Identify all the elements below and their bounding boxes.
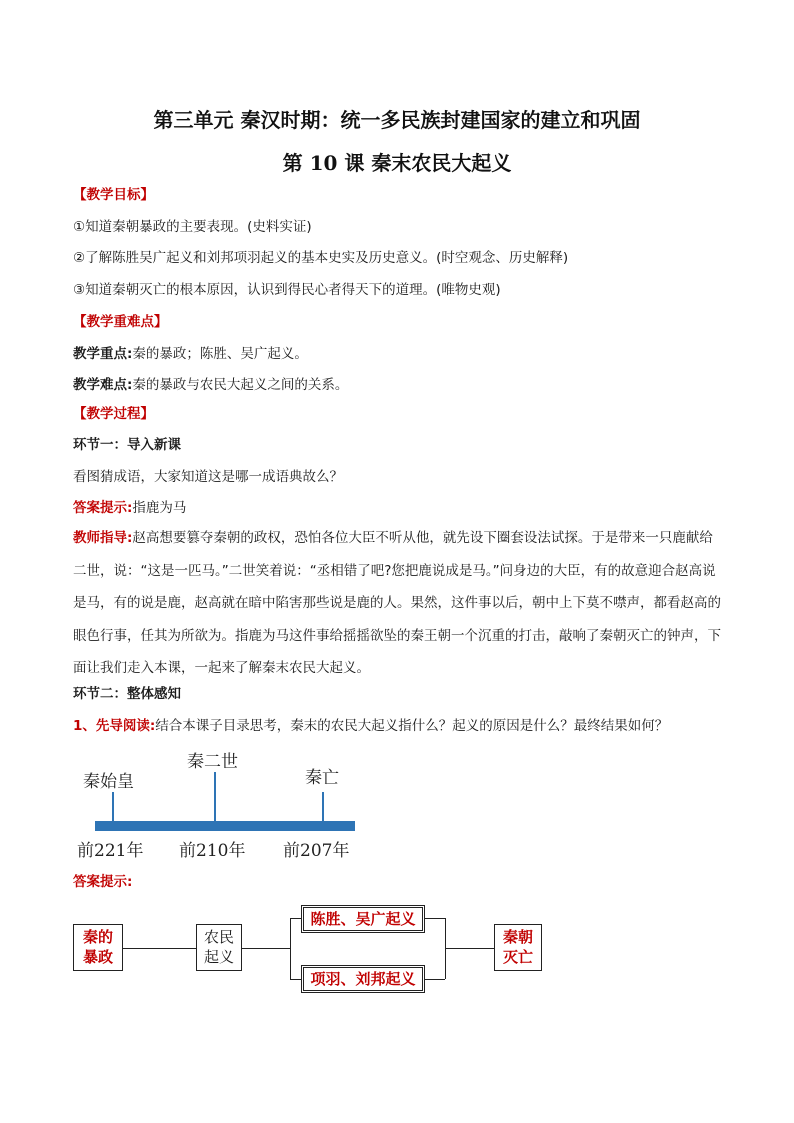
timeline-event: 秦二世 [187, 752, 238, 772]
reading-text: 结合本课子目录思考，秦末的农民大起义指什么？起义的原因是什么？最终结果如何？ [155, 718, 669, 734]
objective-item: ③知道秦朝灭亡的根本原因，认识到得民心者得天下的道理。(唯物史观) [73, 282, 501, 298]
connector [425, 979, 445, 980]
flow-cause-line: 秦的 [82, 928, 113, 946]
flow-diagram [0, 895, 794, 1005]
flow-uprising-line: 起义 [203, 948, 234, 966]
timeline-event: 秦亡 [305, 768, 339, 788]
connector [290, 918, 301, 919]
step2-title: 环节二：整体感知 [73, 686, 181, 702]
timeline [73, 750, 373, 865]
step1-question: 看图猜成语，大家知道这是哪一成语典故么？ [73, 469, 343, 485]
teacher-label: 教师指导: [73, 530, 133, 546]
flow-cause-line: 暴政 [82, 948, 113, 966]
flow-uprising-line: 农民 [203, 928, 234, 946]
timeline-tick [112, 792, 114, 822]
flow-result-line: 秦朝 [502, 928, 533, 946]
timeline-year: 前210年 [179, 841, 246, 861]
connector [445, 948, 494, 949]
connector [290, 979, 301, 980]
flow-result-box [494, 924, 542, 971]
connector [290, 918, 291, 979]
focus-line [73, 344, 308, 364]
difficulty-text: 秦的暴政与农民大起义之间的关系。 [132, 377, 349, 393]
focus-text: 秦的暴政；陈胜、吴广起义。 [132, 346, 308, 362]
flow-cause-box [73, 924, 123, 971]
process-heading: 【教学过程】 [73, 406, 154, 422]
teacher-text: 赵高想要篡夺秦朝的政权，恐怕各位大臣不听从他，就先设下圈套设法试探。于是带来一只鹿献给二世，说：“这是一匹马。”二世笑着说：“丞相错了吧?您把鹿说成是马。”问身边的大臣，有的故意迎合赵高说是马，有的说是鹿，赵高就在暗中陷害那些说是鹿的人。果然，这件事以后，朝中上下莫不噤声，都看赵高的眼色行事，任其为所欲为。指鹿为马这件事给摇摇欲坠的秦王朝一个沉重的打击，敲响了秦朝灭亡的钟声，下面让我们走入本课，一起来了解秦末农民大起义。 [73, 530, 721, 676]
objectives-heading: 【教学目标】 [73, 187, 154, 203]
answer-line [73, 498, 186, 518]
difficulty-label: 教学难点: [73, 377, 133, 393]
timeline-event: 秦始皇 [83, 772, 134, 792]
timeline-tick [214, 772, 216, 822]
key-points-heading: 【教学重难点】 [73, 314, 168, 330]
focus-label: 教学重点: [73, 346, 133, 362]
timeline-year: 前207年 [283, 841, 350, 861]
timeline-tick [322, 792, 324, 822]
flow-result-line: 灭亡 [502, 948, 533, 966]
answer-text: 指鹿为马 [132, 500, 187, 516]
connector [123, 948, 196, 949]
objective-item: ②了解陈胜吴广起义和刘邦项羽起义的基本史实及历史意义。(时空观念、历史解释) [73, 250, 569, 266]
reading-line [73, 716, 668, 736]
reading-label: 1、先导阅读: [73, 718, 156, 734]
lesson-title: 第 10 课 秦末农民大起义 [282, 151, 512, 175]
timeline-bar [95, 821, 355, 831]
difficulty-line [73, 375, 348, 395]
unit-title: 第三单元 秦汉时期：统一多民族封建国家的建立和巩固 [153, 108, 641, 132]
flow-branch-box: 项羽、刘邦起义 [301, 965, 425, 993]
step1-title: 环节一：导入新课 [73, 437, 181, 453]
answer-label: 答案提示: [73, 500, 133, 516]
flow-branch-box: 陈胜、吴广起义 [301, 905, 425, 933]
answer2-label: 答案提示: [73, 874, 133, 890]
objective-item: ①知道秦朝暴政的主要表现。(史料实证) [73, 219, 312, 235]
connector [242, 948, 290, 949]
timeline-year: 前221年 [77, 841, 144, 861]
flow-uprising-box [196, 924, 242, 971]
teacher-guidance [73, 522, 723, 685]
connector [425, 918, 445, 919]
